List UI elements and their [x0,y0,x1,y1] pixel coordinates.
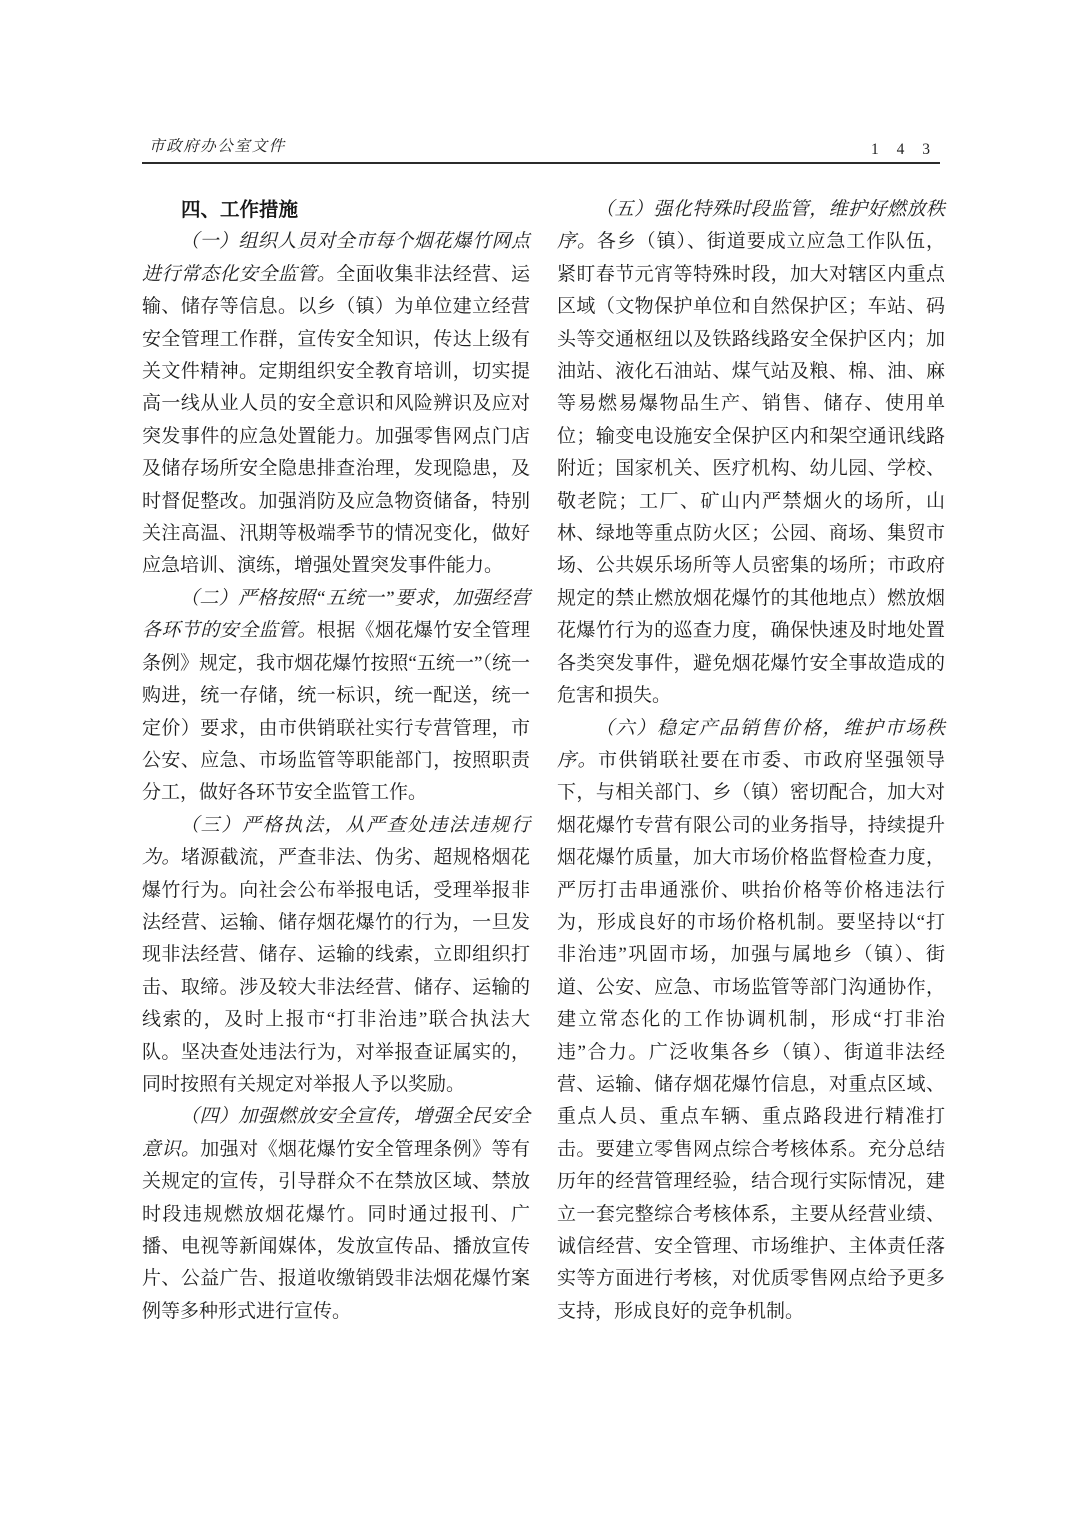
paragraph-6-body: 市供销联社要在市委、市政府坚强领导下，与相关部门、乡（镇）密切配合，加大对烟花爆竹专营有限公司的业务指导，持续提升烟花爆竹质量，加大市场价格监督检查力度，严厉打击串通涨价、哄抬价格等价格违法行为，形成良好的市场价格机制。要坚持以“打非治违”巩固市场，加强与属地乡（镇）、街道、公安、应急、市场监管等部门沟通协作，建立常态化的工作协调机制，形成“打非治违”合力。广泛收集各乡（镇）、街道非法经营、运输、储存烟花爆竹信息，对重点区域、重点人员、重点车辆、重点路段进行精准打击。要建立零售网点综合考核体系。充分总结历年的经营管理经验，结合现行实际情况，建立一套完整综合考核体系，主要从经营业绩、诚信经营、安全管理、市场维护、主体责任落实等方面进行考核，对优质零售网点给予更多支持，形成良好的竞争机制。 [557,749,945,1322]
paragraph-2-lead: （二）严格按照“五统一”要求，加强经营各环节的安全监管。 [142,587,530,642]
page-number: 1 4 3 [871,141,937,158]
paragraph-5-lead: （五）强化特殊时段监管，维护好燃放秩序。 [557,199,945,253]
right-column [557,194,945,1328]
paragraph-5-body: 各乡（镇）、街道要成立应急工作队伍，紧盯春节元宵等特殊时段，加大对辖区内重点区域（文物保护单位和自然保护区；车站、码头等交通枢纽以及铁路线路安全保护区内；加油站、液化石油站、煤气站及粮、棉、油、麻等易燃易爆物品生产、销售、储存、使用单位；输变电设施安全保护区内和架空通讯线路附近；国家机关、医疗机构、幼儿园、学校、敬老院；工厂、矿山内严禁烟火的场所，山林、绿地等重点防火区；公园、商场、集贸市场、公共娱乐场所等人员密集的场所；市政府规定的禁止燃放烟花爆竹的其他地点）燃放烟花爆竹行为的巡查力度，确保快速及时地处置各类突发事件，避免烟花爆竹安全事故造成的危害和损失。 [557,231,945,707]
paragraph-6 [557,713,945,1329]
paragraph-1 [142,226,530,582]
paragraph-6-lead: （六）稳定产品销售价格，维护市场秩序。 [557,717,945,771]
left-column [142,194,530,1328]
paragraph-1-body: 全面收集非法经营、运输、储存等信息。以乡（镇）为单位建立经营安全管理工作群，宣传安全知识，传达上级有关文件精神。定期组织安全教育培训，切实提高一线从业人员的安全意识和风险辨识及应对突发事件的应急处置能力。加强零售网点门店及储存场所安全隐患排查治理，发现隐患，及时督促整改。加强消防及应急物资储备，特别关注高温、汛期等极端季节的情况变化，做好应急培训、演练，增强处置突发事件能力。 [142,263,530,577]
paragraph-1-lead: （一）组织人员对全市每个烟花爆竹网点进行常态化安全监管。 [142,231,530,285]
paragraph-3 [142,810,530,1102]
paragraph-2-body: 根据《烟花爆竹安全管理条例》规定，我市烟花爆竹按照“五统一”（统一购进，统一存储，统一标识，统一配送，统一定价）要求，由市供销联社实行专营管理，市公安、应急、市场监管等职能部门，按照职责分工，做好各环节安全监管工作。 [142,620,530,804]
section-heading: 四、工作措施 [181,199,299,221]
paragraph-4-lead: （四）加强燃放安全宣传，增强全民安全意识。 [142,1106,530,1160]
paragraph-4-body: 加强对《烟花爆竹安全管理条例》等有关规定的宣传，引导群众不在禁放区域、禁放时段违规燃放烟花爆竹。同时通过报刊、广播、电视等新闻媒体，发放宣传品、播放宣传片、公益广告、报道收缴销毁非法烟花爆竹案例等多种形式进行宣传。 [142,1138,530,1322]
header-rule [142,162,940,164]
paragraph-3-body: 堵源截流，严查非法、伪劣、超规格烟花爆竹行为。向社会公布举报电话，受理举报非法经营、运输、储存烟花爆竹的行为，一旦发现非法经营、储存、运输的线索，立即组织打击、取缔。涉及较大非法经营、储存、运输的线索的，及时上报市“打非治违”联合执法大队。坚决查处违法行为，对举报查证属实的，同时按照有关规定对举报人予以奖励。 [142,847,530,1095]
paragraph-5 [557,194,945,713]
paragraph-3-lead: （三）严格执法，从严查处违法违规行为。 [142,814,530,869]
paragraph-4 [142,1101,530,1328]
paragraph-2 [142,583,530,810]
header-title: 市政府办公室文件 [149,138,286,155]
